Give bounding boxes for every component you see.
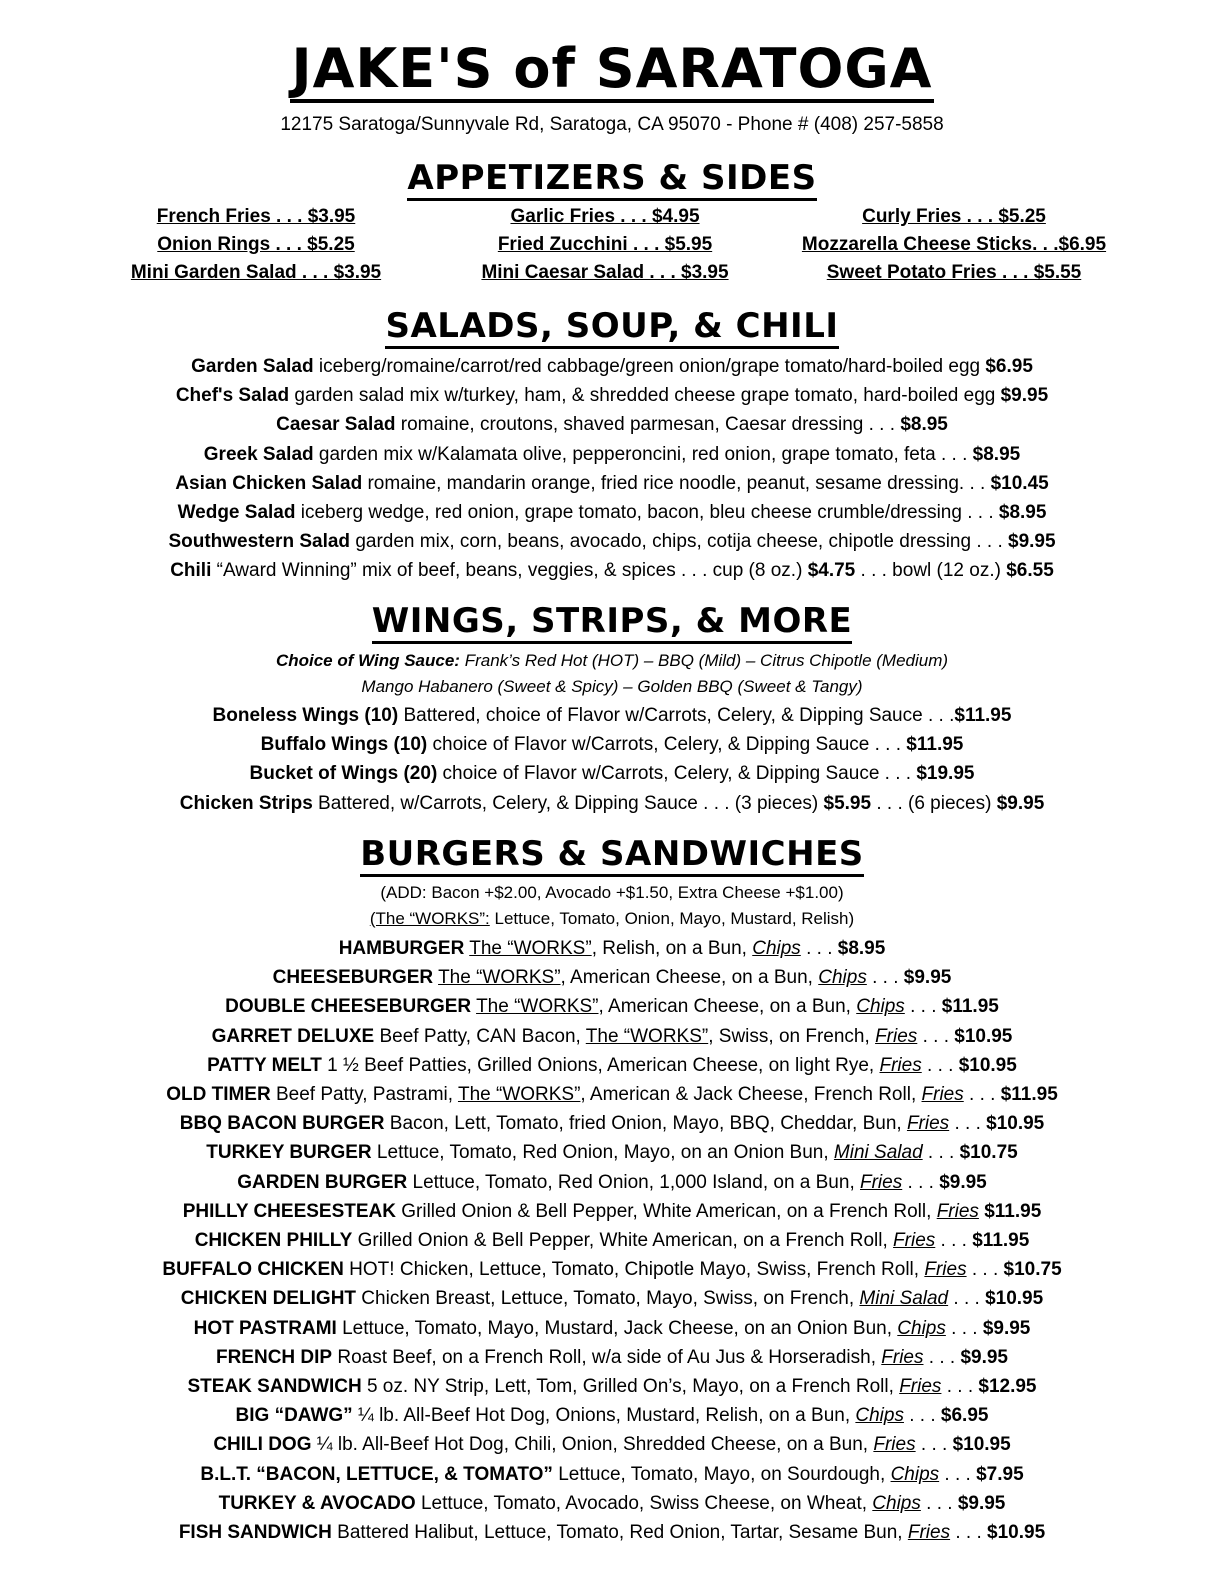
menu-item — [0, 1138, 1224, 1167]
item-price: $9.95 — [939, 1171, 987, 1193]
item-description-cont: , Swiss, on French, — [708, 1025, 876, 1047]
wing-item: Boneless Wings (10) Battered, choice of Flavor w/Carrots, Celery, & Dipping Sauce . . .$11.95 — [212, 705, 1012, 726]
works-label: The “WORKS” — [469, 938, 592, 959]
appetizer-item: Curly Fries . . . $5.25 — [862, 206, 1046, 227]
works-label: The “WORKS” — [438, 967, 561, 989]
item-side: Chips — [890, 1463, 940, 1485]
item-description: ¼ lb. All-Beef Hot Dog, Chili, Onion, Shredded Cheese, on a Bun, — [311, 1434, 874, 1456]
salad-item: Southwestern Salad garden mix, corn, beans, avocado, chips, cotija cheese, chipotle dressing . . . $9.95 — [168, 531, 1056, 553]
item-side: Fries — [936, 1200, 979, 1222]
item-name: BBQ BACON BURGER — [179, 1113, 385, 1135]
item-name: OLD TIMER — [166, 1084, 271, 1106]
item-description: Lettuce, Tomato, Mayo, on Sourdough, — [552, 1463, 891, 1485]
item-side: Chips — [872, 1492, 921, 1514]
item-dots: . . . — [866, 967, 904, 989]
salad-item: Chef's Salad garden salad mix w/turkey, ham, & shredded cheese grape tomato, hard-boiled egg $9.95 — [175, 385, 1049, 407]
menu-item — [0, 1518, 1224, 1547]
item-dots: . . . — [915, 1434, 953, 1456]
salad-item: Asian Chicken Salad romaine, mandarin orange, fried rice noodle, peanut, sesame dressing. . . $10.45 — [175, 472, 1049, 494]
menu-item — [0, 1226, 1224, 1255]
appetizer-item: Mozzarella Cheese Sticks. . .$6.95 — [801, 234, 1107, 255]
item-dots: . . . — [922, 1142, 960, 1164]
add-ons-line: (ADD: Bacon +$2.00, Avocado +$1.50, Extra Cheese +$1.00) — [380, 883, 844, 902]
item-dots: . . . — [903, 1405, 941, 1427]
item-side: Chips — [897, 1317, 946, 1339]
item-description: Battered Halibut, Lettuce, Tomato, Red Onion, Tartar, Sesame Bun, — [331, 1522, 908, 1544]
salads-heading: SALADS, SOUP, & CHILI — [0, 304, 1224, 349]
appetizers-column-2 — [455, 203, 755, 287]
item-description: Lettuce, Tomato, Avocado, Swiss Cheese, on Wheat, — [415, 1492, 873, 1514]
item-name: BUFFALO CHICKEN — [162, 1259, 344, 1281]
item-side: Chips — [818, 967, 867, 989]
item-description: Bacon, Lett, Tomato, fried Onion, Mayo, BBQ, Cheddar, Bun, — [384, 1113, 907, 1135]
item-description: HOT! Chicken, Lettuce, Tomato, Chipotle Mayo, Swiss, French Roll, — [343, 1259, 925, 1281]
salad-item: Caesar Salad romaine, croutons, shaved parmesan, Caesar dressing . . . $8.95 — [276, 414, 948, 436]
burgers-heading: BURGERS & SANDWICHES — [0, 832, 1224, 877]
menu-item — [0, 1109, 1224, 1138]
item-side: Mini Salad — [833, 1142, 923, 1164]
item-name: FISH SANDWICH — [178, 1522, 332, 1544]
appetizers-heading: APPETIZERS & SIDES — [0, 156, 1224, 201]
item-dots: . . . — [963, 1084, 1001, 1106]
wing-sauce-note: Choice of Wing Sauce: Frank’s Red Hot (HOT) – BBQ (Mild) – Citrus Chipotle (Medium) Mango Habanero (Sweet & Spicy) – Golden BBQ (Sweet & Tangy) — [275, 651, 949, 696]
chicken-strips-item: Chicken Strips Battered, w/Carrots, Celery, & Dipping Sauce . . . (3 pieces) $5.95 . . . (6 pieces) $9.95 — [179, 792, 1045, 814]
item-price: $10.95 — [952, 1434, 1011, 1456]
appetizer-item: Mini Caesar Salad . . . $3.95 — [481, 262, 729, 283]
menu-item — [0, 963, 1224, 992]
restaurant-title: JAKE'S of SARATOGA — [0, 34, 1224, 104]
menu-item — [0, 1460, 1224, 1489]
wing-item: Buffalo Wings (10) choice of Flavor w/Carrots, Celery, & Dipping Sauce . . . $11.95 — [260, 734, 964, 756]
item-price: $10.75 — [959, 1142, 1018, 1164]
item-side: Fries — [860, 1171, 903, 1193]
item-dots: . . . — [904, 996, 942, 1018]
item-price: $9.95 — [957, 1492, 1006, 1514]
menu-item — [0, 1168, 1224, 1197]
appetizer-item: Sweet Potato Fries . . . $5.55 — [826, 262, 1082, 283]
item-name: GARRET DELUXE — [211, 1025, 375, 1047]
item-side: Fries — [921, 1084, 964, 1106]
item-name: PATTY MELT — [207, 1054, 322, 1076]
item-description-cont: , American & Jack Cheese, French Roll, — [580, 1084, 922, 1106]
item-side: Fries — [899, 1376, 942, 1398]
item-price: $10.95 — [986, 1113, 1045, 1135]
menu-item — [0, 1430, 1224, 1459]
menu-item — [0, 1489, 1224, 1518]
item-dots: . . . — [800, 938, 838, 959]
item-name: TURKEY & AVOCADO — [218, 1492, 416, 1514]
menu-item — [0, 1255, 1224, 1284]
item-dots: . . . — [920, 1492, 958, 1514]
item-price: $11.95 — [972, 1230, 1030, 1252]
item-description: ¼ lb. All-Beef Hot Dog, Onions, Mustard, Relish, on a Bun, — [352, 1405, 856, 1427]
item-dots: . . . — [923, 1346, 961, 1368]
menu-item — [0, 1051, 1224, 1080]
item-name: HOT PASTRAMI — [193, 1317, 337, 1339]
item-description: Lettuce, Tomato, Red Onion, Mayo, on an Onion Bun, — [371, 1142, 834, 1164]
menu-item — [0, 1197, 1224, 1226]
item-description: Lettuce, Tomato, Mayo, Mustard, Jack Cheese, on an Onion Bun, — [336, 1317, 898, 1339]
menu-item — [0, 1343, 1224, 1372]
item-side: Fries — [893, 1230, 936, 1252]
appetizer-item: Onion Rings . . . $5.25 — [157, 234, 355, 255]
item-price: $9.95 — [960, 1346, 1008, 1368]
item-description: 1 ½ Beef Patties, Grilled Onions, American Cheese, on light Rye, — [321, 1054, 880, 1076]
works-label: The “WORKS” — [457, 1084, 581, 1106]
item-side: Chips — [856, 996, 905, 1018]
appetizer-item: Fried Zucchini . . . $5.95 — [497, 234, 713, 255]
item-description: Chicken Breast, Lettuce, Tomato, Mayo, Swiss, on French, — [356, 1288, 860, 1310]
wing-item: Bucket of Wings (20) choice of Flavor w/Carrots, Celery, & Dipping Sauce . . . $19.95 — [249, 763, 975, 785]
item-dots: . . . — [917, 1025, 955, 1047]
item-dots: . . . — [939, 1463, 977, 1485]
burger-notes — [0, 880, 1224, 932]
burgers-list — [0, 934, 1224, 1547]
menu-item — [0, 1080, 1224, 1109]
menu-item — [0, 1022, 1224, 1051]
appetizer-item: French Fries . . . $3.95 — [156, 206, 356, 227]
item-price: $10.75 — [1003, 1259, 1062, 1281]
item-dots: . . . — [966, 1259, 1004, 1281]
item-name: CHICKEN PHILLY — [194, 1230, 353, 1252]
item-dots: . . . — [949, 1113, 987, 1135]
item-side: Chips — [855, 1405, 904, 1427]
item-price: $10.95 — [958, 1054, 1017, 1076]
item-price: $10.95 — [987, 1522, 1046, 1544]
item-price: $7.95 — [976, 1463, 1024, 1485]
item-name: B.L.T. “BACON, LETTUCE, & TOMATO” — [200, 1463, 553, 1485]
salad-item: Greek Salad garden mix w/Kalamata olive, pepperoncini, red onion, grape tomato, feta . . . $8.95 — [203, 443, 1021, 465]
appetizers-column-1 — [106, 203, 406, 287]
item-dots: . . . — [935, 1230, 973, 1252]
menu-item — [0, 1401, 1224, 1430]
appetizer-item: Mini Garden Salad . . . $3.95 — [130, 262, 382, 283]
item-description: Beef Patty, CAN Bacon, — [374, 1025, 586, 1047]
item-description-cont: , American Cheese, on a Bun, — [598, 996, 857, 1018]
item-name: FRENCH DIP — [215, 1346, 333, 1368]
item-price: $11.95 — [1000, 1084, 1058, 1106]
item-side: Fries — [924, 1259, 967, 1281]
menu-item — [0, 1372, 1224, 1401]
item-side: Fries — [881, 1346, 924, 1368]
item-name: DOUBLE CHEESEBURGER — [225, 996, 472, 1018]
menu-item — [0, 1314, 1224, 1343]
item-side: Fries — [906, 1113, 950, 1135]
item-price: $11.95 — [984, 1200, 1042, 1222]
item-description-cont: , Relish, on a Bun, — [591, 938, 753, 959]
item-side: Fries — [873, 1434, 916, 1456]
item-price: $8.95 — [837, 938, 886, 959]
works-label: The “WORKS” — [476, 996, 599, 1018]
item-description: Roast Beef, on a French Roll, w/a side of Au Jus & Horseradish, — [332, 1346, 882, 1368]
chili-item: Chili “Award Winning” mix of beef, beans, veggies, & spices . . . cup (8 oz.) $4.75 . . . bowl (12 oz.) $6.55 — [170, 560, 1054, 582]
item-description: Grilled Onion & Bell Pepper, White American, on a French Roll, — [352, 1230, 894, 1252]
appetizer-item: Garlic Fries . . . $4.95 — [510, 206, 700, 227]
item-side: Chips — [752, 938, 801, 959]
item-dots: . . . — [945, 1317, 983, 1339]
item-name: BIG “DAWG” — [235, 1405, 353, 1427]
item-description: Lettuce, Tomato, Red Onion, 1,000 Island, on a Bun, — [407, 1171, 860, 1193]
item-side: Fries — [879, 1054, 922, 1076]
salad-item: Garden Salad iceberg/romaine/carrot/red cabbage/green onion/grape tomato/hard-boiled egg $6.95 — [191, 356, 1033, 377]
item-price: $9.95 — [982, 1317, 1031, 1339]
item-description: 5 oz. NY Strip, Lett, Tom, Grilled On’s, Mayo, on a French Roll, — [361, 1376, 900, 1398]
wings-heading: WINGS, STRIPS, & MORE — [0, 599, 1224, 644]
item-side: Mini Salad — [859, 1288, 949, 1310]
appetizers-column-3 — [790, 203, 1118, 287]
item-price: $6.95 — [940, 1405, 989, 1427]
item-price: $11.95 — [941, 996, 999, 1018]
item-name: CHEESEBURGER — [272, 967, 434, 989]
item-name: TURKEY BURGER — [206, 1142, 372, 1164]
item-description-cont: , American Cheese, on a Bun, — [560, 967, 819, 989]
item-side: Fries — [875, 1025, 918, 1047]
item-price: $12.95 — [978, 1376, 1037, 1398]
menu-item — [0, 934, 1224, 963]
item-price: $9.95 — [903, 967, 952, 989]
item-price: $10.95 — [985, 1288, 1044, 1310]
restaurant-address: 12175 Saratoga/Sunnyvale Rd, Saratoga, CA 95070 - Phone # (408) 257-5858 — [280, 114, 944, 135]
item-dots: . . . — [948, 1288, 986, 1310]
item-name: STEAK SANDWICH — [187, 1376, 362, 1398]
menu-item — [0, 992, 1224, 1021]
item-dots: . . . — [950, 1522, 988, 1544]
menu-item — [0, 1284, 1224, 1313]
item-description: Grilled Onion & Bell Pepper, White American, on a French Roll, — [395, 1200, 937, 1222]
item-dots: . . . — [941, 1376, 979, 1398]
item-dots: . . . — [902, 1171, 940, 1193]
item-name: CHILI DOG — [213, 1434, 312, 1456]
item-side: Fries — [907, 1522, 951, 1544]
wings-list — [0, 701, 1224, 818]
works-line: (The “WORKS”: Lettuce, Tomato, Onion, Mayo, Mustard, Relish) — [369, 909, 855, 928]
item-name: PHILLY CHEESESTEAK — [182, 1200, 396, 1222]
item-name: CHICKEN DELIGHT — [180, 1288, 357, 1310]
item-description: Beef Patty, Pastrami, — [270, 1084, 458, 1106]
item-dots: . . . — [921, 1054, 959, 1076]
item-price: $10.95 — [954, 1025, 1013, 1047]
works-label: The “WORKS” — [585, 1025, 709, 1047]
item-name: GARDEN BURGER — [237, 1171, 408, 1193]
item-name: HAMBURGER — [338, 938, 465, 959]
salads-list — [0, 352, 1224, 586]
salad-item: Wedge Salad iceberg wedge, red onion, grape tomato, bacon, bleu cheese crumble/dressing . . . $8.95 — [177, 502, 1047, 524]
